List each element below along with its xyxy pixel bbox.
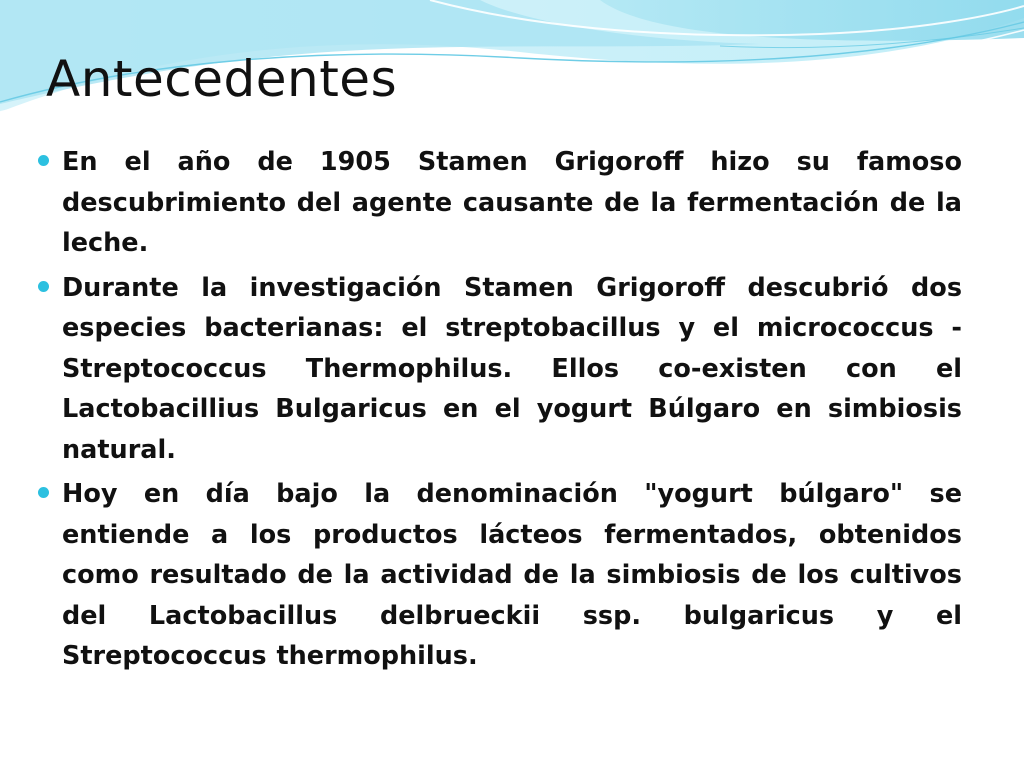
- bullet-text: Durante la investigación Stamen Grigoroff descubrió dos especies bacterianas: el streptobacillus y el micrococcus - Streptococcus Thermophilus. Ellos co-existen con el Lactobacillius Bulgaricus en el yogurt Búlgaro en simbiosis natural.: [62, 272, 962, 465]
- bullet-list: [38, 142, 962, 681]
- bullet-item: [38, 142, 962, 264]
- bullet-text: En el año de 1905 Stamen Grigoroff hizo su famoso descubrimiento del agente causante de la fermentación de la leche.: [62, 147, 962, 258]
- bullet-dot-icon: [38, 155, 49, 166]
- bullet-dot-icon: [38, 487, 49, 498]
- slide-title: Antecedentes: [46, 50, 398, 108]
- bullet-item: [38, 268, 962, 471]
- bullet-item: [38, 474, 962, 677]
- bullet-dot-icon: [38, 281, 49, 292]
- bullet-text: Hoy en día bajo la denominación "yogurt búlgaro" se entiende a los productos lácteos fermentados, obtenidos como resultado de la actividad de la simbiosis de los cultivos del Lactobacillus delbrueckii ssp. bulgaricus y el Streptococcus thermophilus.: [62, 479, 962, 671]
